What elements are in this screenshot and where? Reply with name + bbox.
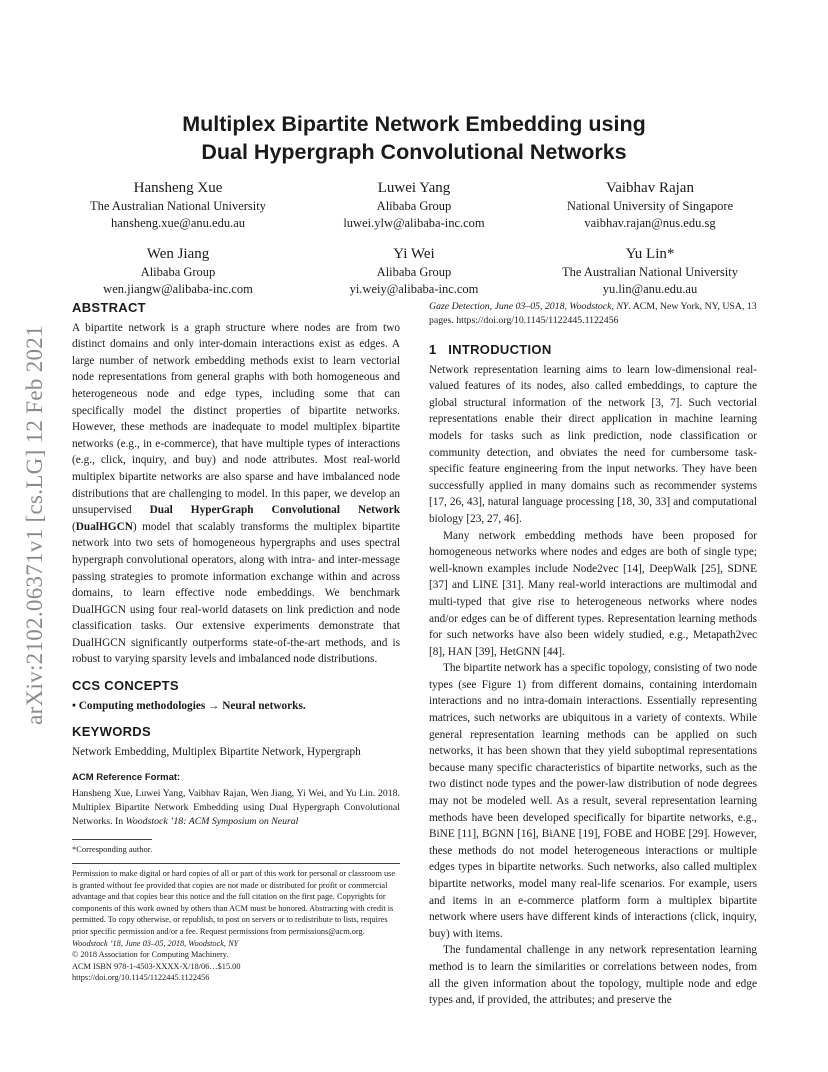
author-affiliation: The Australian National University [561,265,738,279]
reference-format-heading: ACM Reference Format: [72,772,181,784]
intro-paragraph-4: The fundamental challenge in any network representation learning method is to learn the similarities or correlations between nodes, from all the given information about the topology, multiple node and edge types and, if provided, the attributes; and preserve the [429,944,757,1007]
author-name: Yu Lin* [625,246,675,262]
ccs-text: • Computing methodologies → Neural networks. [72,699,306,712]
reference-continued-venue: Gaze Detection, June 03–05, 2018, Woodstock, NY [429,301,629,312]
keywords-section [72,724,400,760]
reference-text: Hansheng Xue, Luwei Yang, Vaibhav Rajan, Wen Jiang, Yi Wei, and Yu Lin. 2018. Multiplex Bipartite Network Embedding using Dual Hypergraph Convolutional Networks. In [72,788,400,828]
footnote [72,839,152,855]
abstract-text [72,320,400,668]
ccs-section [72,678,400,714]
footnote-text: *Corresponding author. [72,844,153,855]
title-line-1: Multiplex Bipartite Network Embedding using [182,112,646,136]
author-affiliation: Alibaba Group [376,265,452,279]
intro-paragraph-3: The bipartite network has a specific topology, consisting of two node types (see Figure 1) from different domains, containing interdomain interactions and no intra-domain interactions. Essentially representing matrices, such networks are ubiquitous in a variety of contexts. While general representation learning methods can be applied on such networks, it has been shown that they yield suboptimal representations because many specific characteristics of bipartite networks, such as the two distinct node types and the power-law distribution of node degrees may not be modeled well. As a result, several representation learning methods have been developed specifically for bipartite networks, e.g., BiNE [11], BGNN [16], BiANE [19], FOBE and HOBE [29]. However, these methods do not model heterogeneous interactions or multiple edges types in bipartite networks. Such networks, also called multiplex bipartite networks, model many real-life scenarios. For example, users and items in an e-commerce platform form a multiplex bipartite network where users have different kinds of interactions (click, inquiry, buy) with items. [429,662,757,940]
ccs-heading: CCS CONCEPTS [72,678,179,694]
right-column [429,300,757,1019]
arxiv-id[interactable]: arXiv:2102.06371v1 [cs.LG] 12 Feb 2021 [22,325,47,725]
author-email[interactable]: wen.jiangw@alibaba-inc.com [103,282,253,296]
copyright-isbn: ACM ISBN 978-1-4503-XXXX-X/18/06…$15.00 [72,961,241,971]
permission-text: Permission to make digital or hard copies of all or part of this work for personal or classroom use is granted without fee provided that copies are not made or distributed for profit or commercial advantage and that copies bear this notice and the full citation on the first page. Copyrights for components of this work owned by others than ACM must be honored. Abstracting with credit is permitted. To copy otherwise, or republish, to post on servers or to redistribute to lists, requires prior specific permission and/or a fee. Request permissions from permissions@acm.org. [72,869,396,936]
author-card [532,178,768,232]
author-card [60,178,296,232]
abstract-part-3: ) model that scalably transforms the multiplex bipartite network into two sets of homogeneous hypergraphs and uses spectral hypergraph convolutional operators, along with intra- and inter-message passing strategies to promote information exchange within and across domains, to learn effective node embeddings. We benchmark DualHGCN using four real-world datasets on link prediction and node classification tasks. Our extensive experiments demonstrate that DualHGCN significantly outperforms state-of-the-art methods, and is robust to varying sparsity levels and imbalanced node distributions. [72,520,400,666]
model-abbr: DualHGCN [75,520,133,533]
author-name: Vaibhav Rajan [606,180,694,196]
paper-title [60,110,768,166]
arxiv-stamp [18,290,52,760]
author-name: Luwei Yang [377,180,451,196]
abstract-section [72,300,400,668]
introduction-section [429,342,757,1009]
author-name: Hansheng Xue [133,180,223,196]
author-email[interactable]: vaibhav.rajan@nus.edu.sg [584,216,716,230]
reference-continued [429,300,757,328]
author-email[interactable]: yu.lin@anu.edu.au [602,282,698,296]
author-affiliation: National University of Singapore [566,199,734,213]
introduction-heading: 1 INTRODUCTION [429,342,552,357]
author-row-2 [60,244,768,298]
abstract-part-2: ( [72,520,76,533]
author-card [60,244,296,298]
author-email[interactable]: yi.weiy@alibaba-inc.com [349,282,479,296]
copyright-doi[interactable]: https://doi.org/10.1145/1122445.1122456 [72,973,210,983]
reference-format-text [72,787,400,829]
author-name: Yi Wei [393,246,435,262]
intro-paragraph-1: Network representation learning aims to learn low-dimensional real-valued features of its nodes, also called embeddings, to capture the global structural information of the network [3, 7]. Such vectorial representations enable their direct application in machine learning models for tasks such as link prediction, node classification or community detection, and obviates the need for cumbersome task-specific feature engineering from the input networks. They have been successfully applied in many domains such as recommender systems [17, 26, 43], natural language processing [18, 30, 33] and computational biology [23, 27, 46]. [429,363,757,525]
author-email[interactable]: luwei.ylw@alibaba-inc.com [343,216,485,230]
abstract-part-1: A bipartite network is a graph structure where nodes are from two distinct domains and only inter-domain interactions exist as edges. A large number of network embedding methods exist to learn vectorial node representations from general graphs with both homogeneous and heterogeneous node and edge types, including some that can specifically model the distinct properties of bipartite networks. However, these methods are inadequate to model multiplex bipartite networks (e.g., in e-commerce), that have multiple types of interactions (e.g., click, inquiry, and buy) and node attributes. Most real-world multiplex bipartite networks are also sparse and have imbalanced node distributions that are challenging to model. In this paper, we develop an unsupervised [72,321,400,517]
author-name: Wen Jiang [146,246,210,262]
title-line-2: Dual Hypergraph Convolutional Networks [201,140,627,164]
author-card [532,244,768,298]
copyright-venue: Woodstock ’18, June 03–05, 2018, Woodstock, NY [72,938,239,948]
author-card [296,178,532,232]
model-name: Dual HyperGraph Convolutional Network [149,504,400,517]
copyright-assoc: © 2018 Association for Computing Machinery. [72,950,229,960]
author-affiliation: Alibaba Group [140,265,216,279]
author-row-1 [60,178,768,232]
keywords-text: Network Embedding, Multiplex Bipartite Network, Hypergraph [72,745,361,758]
author-affiliation: The Australian National University [89,199,266,213]
author-email[interactable]: hansheng.xue@anu.edu.au [110,216,246,230]
copyright-block [72,863,400,984]
author-card [296,244,532,298]
author-affiliation: Alibaba Group [376,199,452,213]
intro-paragraph-2: Many network embedding methods have been proposed for homogeneous networks where nodes and edges are both of single type; well-known examples include Node2vec [14], DeepWalk [25], SDNE [37] and LINE [31]. Many real-world interactions are multimodal and multi-typed that give rise to heterogeneous networks where nodes and/or edges can be of different types. Representation learning methods for such networks have also been widely studied, e.g., Metapath2vec [8], HAN [39], HetGNN [44]. [429,529,757,658]
keywords-heading: KEYWORDS [72,724,151,740]
reference-continued-rest: . ACM, New York, NY, USA, 13 pages. https://doi.org/10.1145/1122445.1122456 [429,301,757,326]
reference-format [72,770,400,829]
left-column [72,300,400,984]
author-block [60,178,768,310]
abstract-heading: ABSTRACT [72,300,146,315]
reference-venue: Woodstock ’18: ACM Symposium on Neural [125,816,299,828]
